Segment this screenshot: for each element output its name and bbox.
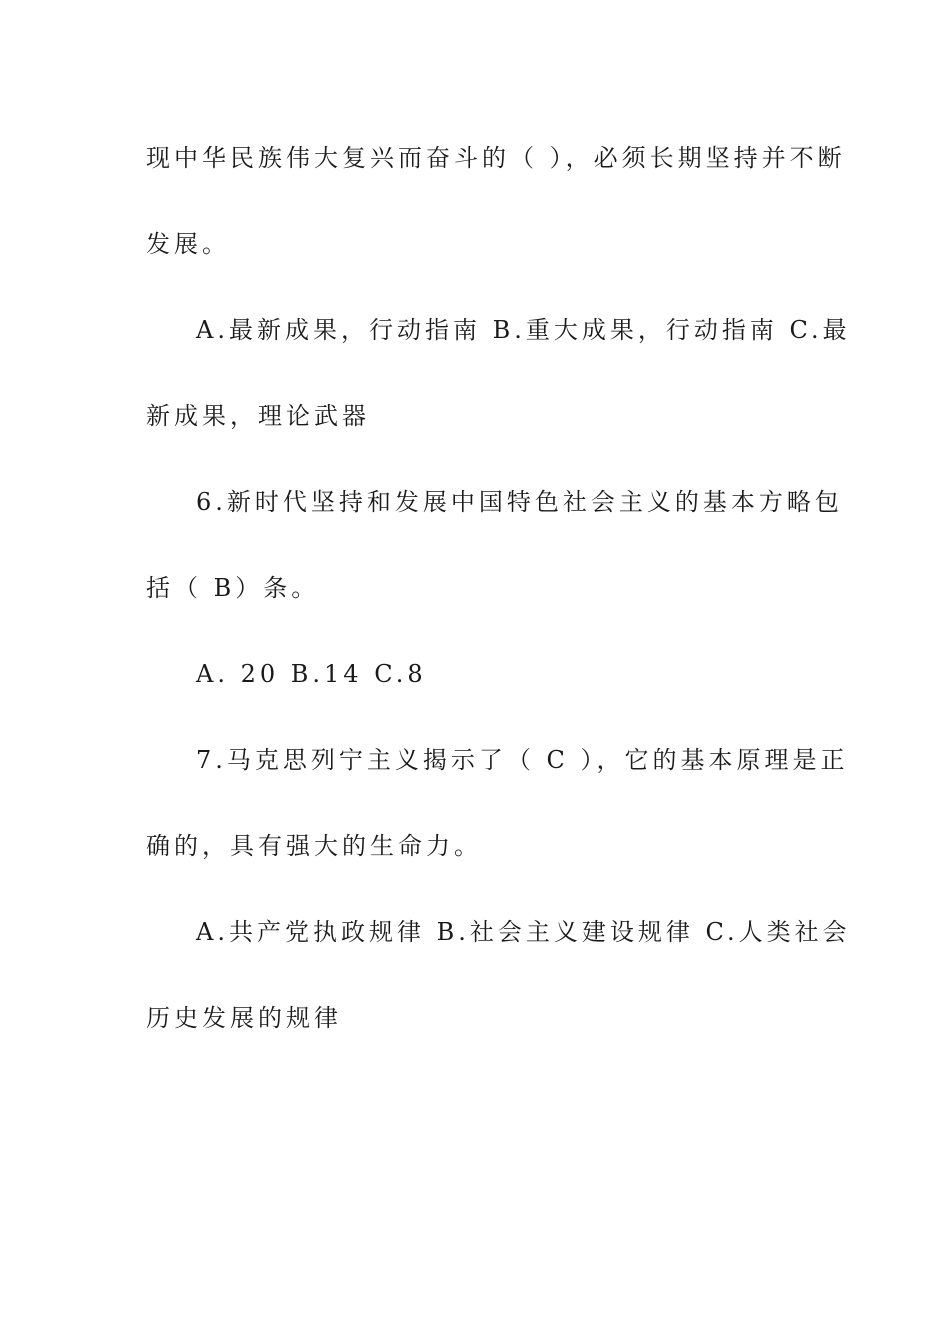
text-line-q5-end: 发展。 xyxy=(146,230,230,258)
options-line-q7: A.共产党执政规律 B.社会主义建设规律 C.人类社会 xyxy=(196,918,851,946)
options-line-q5-continuation: 新成果，理论武器 xyxy=(146,402,370,430)
question-6-line: 6.新时代坚持和发展中国特色社会主义的基本方略包 xyxy=(196,488,843,516)
options-line-q7-continuation: 历史发展的规律 xyxy=(146,1004,342,1032)
text-line-q5-continuation: 现中华民族伟大复兴而奋斗的（ ），必须长期坚持并不断 xyxy=(146,144,846,172)
question-6-continuation: 括（ B）条。 xyxy=(146,574,320,602)
question-7-continuation: 确的，具有强大的生命力。 xyxy=(146,832,482,860)
options-line-q6: A. 20 B.14 C.8 xyxy=(196,660,427,688)
question-7-line: 7.马克思列宁主义揭示了（ C ），它的基本原理是正 xyxy=(196,746,849,774)
options-line-q5: A.最新成果，行动指南 B.重大成果，行动指南 C.最 xyxy=(196,316,851,344)
